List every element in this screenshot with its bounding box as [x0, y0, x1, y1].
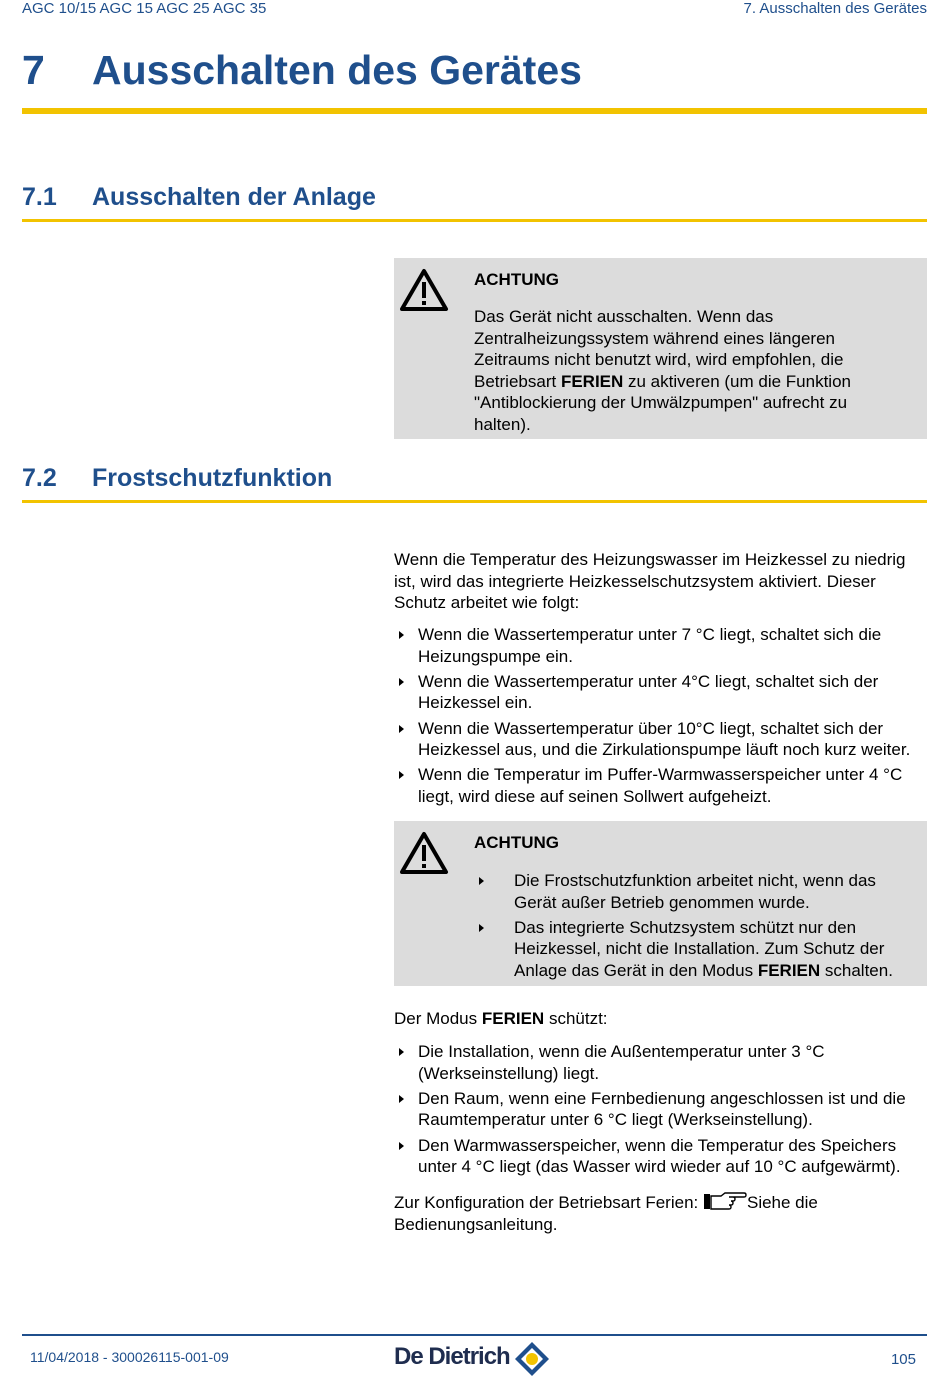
list-item: Wenn die Wassertemperatur unter 7 °C liegt, schaltet sich die Heizungspumpe ein.: [394, 624, 928, 667]
bullet-arrow-icon: [399, 771, 404, 779]
frost-behaviour-list: [394, 624, 928, 811]
bullet-arrow-icon: [399, 1048, 404, 1056]
list-item: Die Frostschutzfunktion arbeitet nicht, wenn das Gerät außer Betrieb genommen wurde.: [474, 870, 914, 913]
section-number: 7.2: [22, 464, 57, 492]
callout-list: [474, 870, 914, 985]
section-title: Frostschutzfunktion: [92, 464, 333, 492]
section-title: Ausschalten der Anlage: [92, 183, 376, 211]
callout-text: Das Gerät nicht ausschalten. Wenn das Zentralheizungssystem während eines längeren Zeitraums nicht benutzt wird, wird empfohlen, die Betriebsart FERIEN zu aktiveren (um die Funktion "Antiblockierung der Umwälzpumpen" aufrecht zu halten).: [474, 307, 851, 434]
header-document-models: AGC 10/15 AGC 15 AGC 25 AGC 35: [22, 0, 267, 17]
warning-triangle-icon: [399, 268, 449, 312]
ferien-intro: Der Modus FERIEN schützt:: [394, 1009, 608, 1028]
page-number: 105: [890, 1351, 916, 1368]
chapter-number: 7: [22, 47, 45, 93]
warning-triangle-icon: [399, 831, 449, 875]
bullet-arrow-icon: [399, 1142, 404, 1150]
list-item: Wenn die Wassertemperatur unter 4°C liegt, schaltet sich der Heizkessel ein.: [394, 671, 928, 714]
warning-callout: [394, 821, 927, 986]
section-number: 7.1: [22, 183, 57, 211]
list-item: Den Raum, wenn eine Fernbedienung angeschlossen ist und die Raumtemperatur unter 6 °C liegt (Werkseinstellung).: [394, 1088, 928, 1131]
list-item: Das integrierte Schutzsystem schützt nur den Heizkessel, nicht die Installation. Zum Schutz der Anlage das Gerät in den Modus FERIEN schalten.: [474, 917, 914, 982]
bullet-arrow-icon: [399, 725, 404, 733]
section-rule: [22, 219, 927, 222]
bullet-arrow-icon: [479, 877, 484, 885]
frost-intro-paragraph: Wenn die Temperatur des Heizungswasser im Heizkessel zu niedrig ist, wird das integrierte Heizkesselschutzsystem aktiviert. Dieser Schutz arbeitet wie folgt:: [394, 550, 906, 613]
bullet-arrow-icon: [399, 1095, 404, 1103]
section-rule: [22, 500, 927, 503]
section-7-2-heading: [22, 464, 927, 493]
brand-name: De Dietrich: [394, 1343, 510, 1370]
pointing-hand-icon: [703, 1191, 747, 1211]
bullet-arrow-icon: [479, 924, 484, 932]
ferien-protection-list: [394, 1041, 928, 1181]
section-7-1-heading: [22, 183, 927, 212]
header-chapter-reference: 7. Ausschalten des Gerätes: [743, 0, 927, 17]
chapter-rule: [22, 108, 927, 114]
callout-title: ACHTUNG: [474, 833, 559, 852]
bullet-arrow-icon: [399, 678, 404, 686]
warning-callout: [394, 258, 927, 439]
chapter-title: Ausschalten des Gerätes: [92, 47, 582, 93]
config-paragraph: Zur Konfiguration der Betriebsart Ferien: Siehe die Bedienungsanleitung.: [394, 1193, 818, 1234]
callout-title: ACHTUNG: [474, 270, 559, 289]
footer-date-reference: 11/04/2018 - 300026115-001-09: [30, 1349, 229, 1365]
list-item: Die Installation, wenn die Außentemperatur unter 3 °C (Werkseinstellung) liegt.: [394, 1041, 928, 1084]
bullet-arrow-icon: [399, 631, 404, 639]
footer-rule: [22, 1334, 927, 1336]
list-item: Wenn die Temperatur im Puffer-Warmwasserspeicher unter 4 °C liegt, wird diese auf seinen Sollwert aufgeheizt.: [394, 764, 928, 807]
chapter-heading: [22, 44, 927, 96]
list-item: Wenn die Wassertemperatur über 10°C liegt, schaltet sich der Heizkessel aus, und die Zirkulationspumpe läuft noch kurz weiter.: [394, 718, 928, 761]
diamond-logo-icon: [514, 1341, 550, 1377]
list-item: Den Warmwasserspeicher, wenn die Temperatur des Speichers unter 4 °C liegt (das Wasser wird wieder auf 10 °C aufgewärmt).: [394, 1135, 928, 1178]
